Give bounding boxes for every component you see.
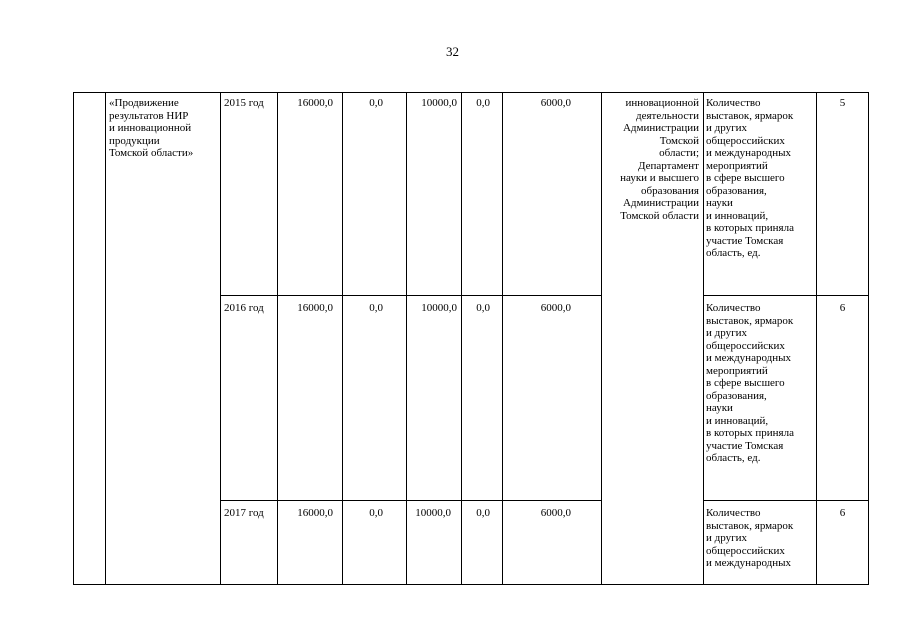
value-cell: 10000,0: [415, 507, 451, 519]
year-cell: 2017 год: [224, 507, 264, 519]
value-cell: 0,0: [369, 97, 383, 109]
year-cell: 2016 год: [224, 302, 264, 314]
year-cell: 2015 год: [224, 97, 264, 109]
row-border: [703, 500, 869, 501]
row-border: [73, 584, 869, 585]
value-cell: 10000,0: [421, 97, 457, 109]
total-cell: 16000,0: [297, 507, 333, 519]
value-cell: 6000,0: [540, 302, 571, 314]
page-number: 32: [446, 44, 459, 59]
responsible-executor: инновационной деятельности Администрации Томской области; Департамент науки и высшего образования Администрации Томской области: [620, 97, 699, 222]
row-border: [220, 295, 602, 296]
col-border: [868, 92, 869, 584]
value-cell: 10000,0: [421, 302, 457, 314]
row-border: [220, 500, 602, 501]
row-border: [73, 92, 869, 93]
value-cell: 6000,0: [540, 507, 571, 519]
row-border: [703, 295, 869, 296]
indicator-value: 6: [839, 507, 846, 519]
col-border: [105, 92, 106, 584]
indicator-cell: Количество выставок, ярмарок и других общероссийских и международных мероприятий в сфере высшего образования, науки и инноваций, в которых приняла участие Томская область, ед.: [706, 302, 794, 464]
col-border: [73, 92, 74, 584]
program-name: «Продвижение результатов НИР и инновационной продукции Томской области»: [109, 97, 194, 159]
col-border: [703, 92, 704, 584]
total-cell: 16000,0: [297, 97, 333, 109]
indicator-value: 6: [839, 302, 846, 314]
value-cell: 6000,0: [540, 97, 571, 109]
value-cell: 0,0: [476, 97, 490, 109]
total-cell: 16000,0: [297, 302, 333, 314]
value-cell: 0,0: [369, 507, 383, 519]
value-cell: 0,0: [476, 507, 490, 519]
indicator-cell: Количество выставок, ярмарок и других общероссийских и международных: [706, 507, 794, 569]
value-cell: 0,0: [476, 302, 490, 314]
indicator-value: 5: [839, 97, 846, 109]
col-border: [220, 92, 221, 584]
indicator-cell: Количество выставок, ярмарок и других общероссийских и международных мероприятий в сфере высшего образования, науки и инноваций, в которых приняла участие Томская область, ед.: [706, 97, 794, 259]
value-cell: 0,0: [369, 302, 383, 314]
